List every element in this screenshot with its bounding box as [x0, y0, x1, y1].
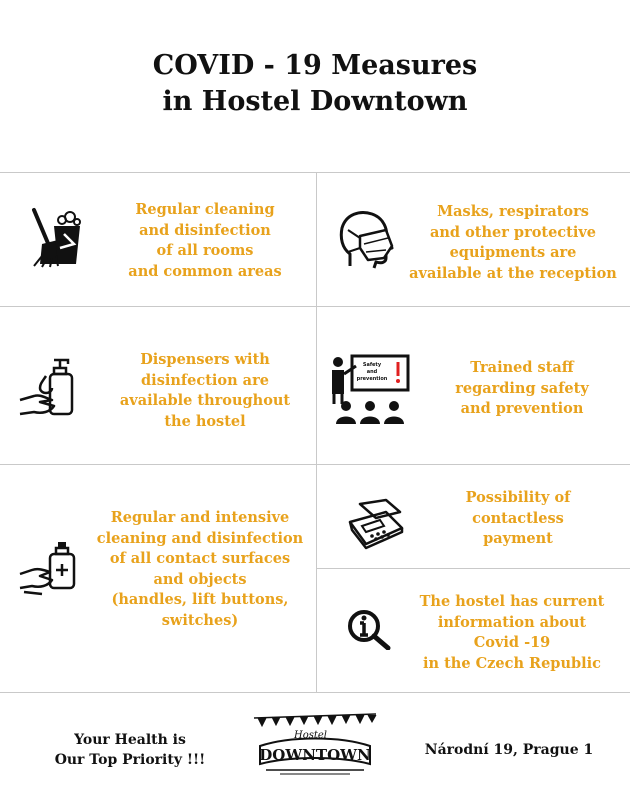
hand-sanitizer-dispenser-icon [16, 356, 80, 420]
cleaning-bucket-icon [20, 204, 84, 268]
hostel-downtown-logo [250, 712, 380, 782]
measure-training-text: Trained staff regarding safety and prevention [455, 359, 589, 417]
measure-surfaces-text: Regular and intensive cleaning and disinfection of all contact surfaces and objects (handles, lift buttons, switches) [96, 509, 304, 629]
title-line-1: COVID - 19 Measures [152, 50, 478, 81]
mask-face-icon [338, 208, 398, 270]
svg-text:Hostel: Hostel [294, 730, 328, 741]
spray-bottle-hand-icon [18, 540, 78, 600]
footer-address: Národní 19, Prague 1 [424, 742, 594, 758]
info-magnifier-icon [346, 608, 396, 650]
measure-dispensers-text: Dispensers with disinfection are available throughout the hostel [119, 351, 291, 430]
training-presentation-icon [326, 352, 412, 426]
divider-bottom [0, 692, 630, 693]
measure-masks-text: Masks, respirators and other protective equipments are available at the reception [409, 203, 617, 282]
measure-cleaning-text: Regular cleaning and disinfection of all rooms and common areas [128, 201, 282, 280]
divider-vertical [316, 172, 317, 692]
payment-terminal-icon [346, 498, 406, 550]
measure-payment-text: Possibility of contactless payment [465, 489, 571, 547]
divider-top [0, 172, 630, 173]
divider-right-split [316, 568, 630, 569]
divider-row-2 [0, 464, 630, 465]
footer-slogan: Your Health is Our Top Priority !!! [54, 732, 206, 768]
divider-row-1 [0, 306, 630, 307]
training-board-text: Safety and prevention [356, 362, 388, 382]
measure-information-text: The hostel has current information about Covid -19 in the Czech Republic [419, 593, 605, 672]
page-title [0, 48, 630, 120]
svg-text:DOWNTOWN: DOWNTOWN [259, 746, 371, 764]
title-line-2: in Hostel Downtown [162, 86, 468, 117]
